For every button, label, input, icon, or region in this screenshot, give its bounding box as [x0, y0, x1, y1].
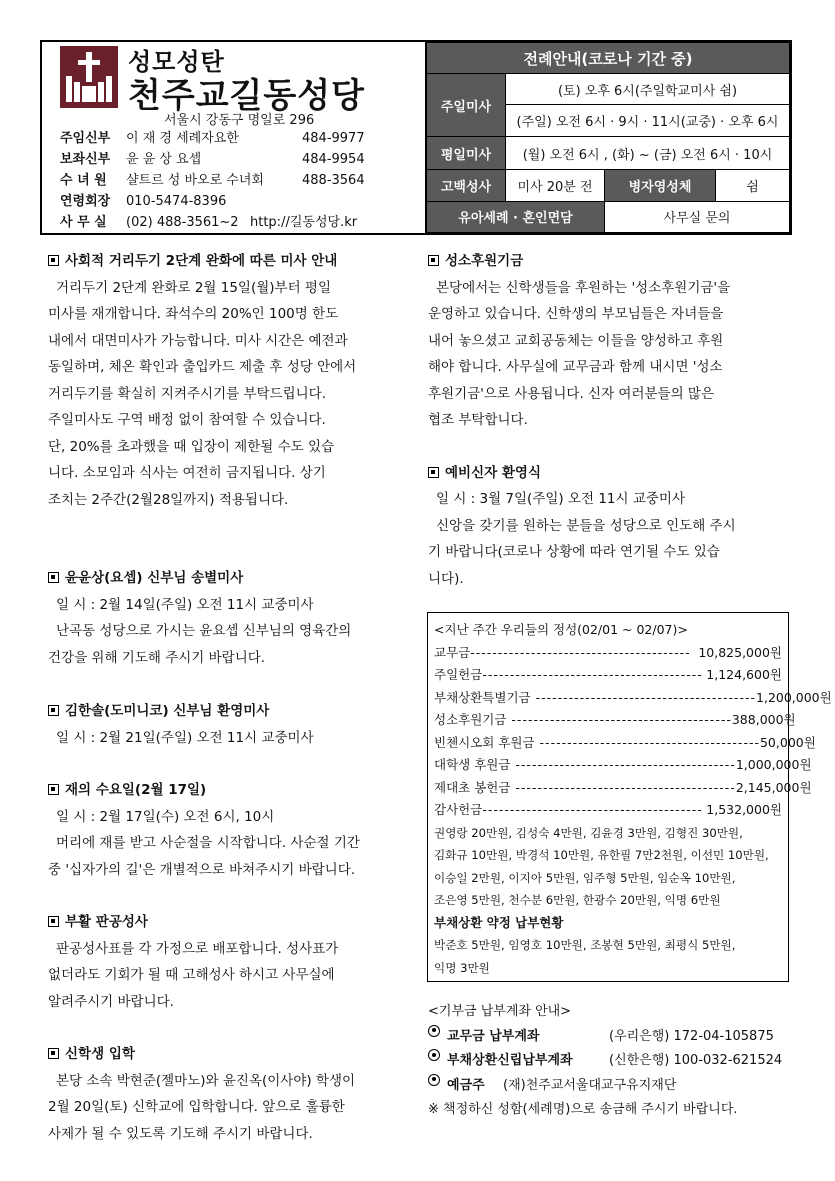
staff-role: 보좌신부	[60, 152, 111, 167]
section-title-text: 사회적 거리두기 2단계 완화에 따른 미사 안내	[65, 253, 338, 269]
staff-name: (02) 488-3561~2	[126, 215, 239, 230]
confession-value: 미사 20분 전	[506, 169, 605, 201]
bullet-circle-icon	[428, 1074, 440, 1086]
text-line: 거리두기를 확실히 지켜주시기를 부탁드립니다.	[48, 385, 326, 402]
account-row	[428, 1025, 788, 1050]
text-line: 해야 합니다. 사무실에 교무금과 함께 내시면 '성소	[428, 359, 723, 375]
offering-row: 빈첸시오회 후원금 ---------------------------------------- 50,000원	[434, 732, 782, 755]
text-line: 본당에서는 신학생들을 후원하는 '성소후원기금'을	[436, 279, 731, 296]
section-title	[48, 777, 408, 804]
text-line: 본당 소속 박현준(젤마노)와 윤진옥(이사야) 학생이	[56, 1072, 356, 1089]
debt-line: 익명 3만원	[434, 960, 490, 975]
text-line: 운영하고 있습니다. 신학생의 부모님들은 자녀들을	[428, 306, 724, 322]
sunday-mass-label: 주일미사	[427, 74, 506, 137]
staff-row	[60, 149, 420, 170]
text-line: 단, 20%를 초과했을 때 입장이 제한될 수도 있습	[48, 438, 335, 455]
account-value: (우리은행) 172-04-105875	[609, 1028, 774, 1044]
offering-amount: 2,145,000원	[735, 779, 812, 795]
sunday-time: (주일) 오전 6시 · 9시 · 11시(교중) · 오후 6시	[506, 105, 790, 137]
section-title-text: 재의 수요일(2월 17일)	[65, 782, 207, 798]
section-title-text: 예비신자 환영식	[445, 464, 541, 481]
church-name: 천주교길동성당	[128, 76, 365, 116]
text-line: 일 시 : 3월 7일(주일) 오전 11시 교중미사	[436, 491, 686, 507]
offering-row: 감사헌금 ---------------------------------------- 1,532,000원	[434, 799, 782, 822]
offering-row: 교무금 ---------------------------------------- 10,825,000원	[434, 642, 782, 665]
offering-row: 대학생 후원금 ---------------------------------------- 1,000,000원	[434, 754, 782, 777]
text-line: 2월 20일(토) 신학교에 입학합니다. 앞으로 훌륭한	[48, 1099, 345, 1115]
liturgy-schedule	[426, 42, 790, 233]
section-title	[48, 909, 408, 936]
account-key: 교무금 납부계좌	[447, 1028, 540, 1044]
baptism-label: 유아세례 · 혼인면담	[427, 201, 605, 232]
offerings-box	[427, 612, 832, 982]
section-title-text: 부활 판공성사	[65, 914, 148, 930]
text-line: 주일미사도 구역 배정 없이 참여할 수 있습니다.	[48, 412, 326, 428]
accounts-title: <기부금 납부계좌 안내>	[428, 1004, 572, 1019]
text-line: 거리두기 2단계 완화로 2월 15일(월)부터 평일	[56, 279, 332, 296]
offering-amount: 1,124,600원	[706, 667, 782, 682]
account-row	[428, 1049, 788, 1074]
staff-list	[60, 128, 420, 233]
text-line: 일 시 : 2월 17일(수) 오전 6시, 10시	[56, 808, 275, 825]
offering-row: 부채상환특별기금 ---------------------------------------- 1,200,000원	[434, 687, 782, 710]
staff-row	[60, 128, 420, 149]
bullet-square-icon	[48, 916, 59, 927]
weekday-time: (월) 오전 6시 , (화) ~ (금) 오전 6시 · 10시	[506, 137, 790, 169]
donor-line: 이승일 2만원, 이지아 5만원, 임주형 5만원, 임순옥 10만원,	[434, 870, 736, 885]
offering-label: 대학생 후원금	[434, 757, 511, 772]
text-line: 니다. 소모임과 식사는 여전히 금지됩니다. 상기	[48, 465, 326, 481]
section-title-text: 성소후원기금	[445, 253, 524, 269]
text-line: 건강을 위해 기도해 주시기 바랍니다.	[48, 649, 266, 666]
section-title	[428, 460, 788, 487]
church-logo	[60, 46, 118, 108]
staff-phone: 484-9954	[302, 152, 365, 167]
bullet-square-icon	[48, 255, 59, 266]
donor-line: 권영랑 20만원, 김성숙 4만원, 김윤경 3만원, 김형진 30만원,	[434, 825, 743, 840]
offering-label: 빈첸시오회 후원금	[434, 734, 535, 750]
offering-amount: 1,000,000원	[735, 757, 812, 772]
bullet-square-icon	[428, 467, 439, 478]
baptism-value: 사무실 문의	[605, 201, 790, 232]
text-line: 일 시 : 2월 14일(주일) 오전 11시 교중미사	[56, 596, 314, 613]
text-line: 동일하며, 체온 확인과 출입카드 제출 후 성당 안에서	[48, 359, 357, 375]
staff-phone: 488-3564	[302, 173, 365, 188]
offerings-title: <지난 주간 우리들의 정성(02/01 ~ 02/07)>	[434, 622, 688, 637]
account-key: 예금주	[447, 1077, 485, 1093]
staff-phone: 484-9977	[302, 131, 365, 146]
debt-line: 박준호 5만원, 임영호 10만원, 조봉현 5만원, 최평식 5만원,	[434, 938, 736, 952]
offering-amount: 388,000원	[731, 712, 796, 727]
staff-name: 샬트르 성 바오로 수녀회	[126, 173, 264, 188]
section-title-text: 윤윤상(요셉) 신부님 송별미사	[65, 570, 244, 586]
section-title-text: 신학생 입학	[65, 1046, 135, 1062]
text-line: 머리에 재를 받고 사순절을 시작합니다. 사순절 기간	[56, 835, 360, 851]
text-line: 알려주시기 바랍니다.	[48, 993, 174, 1010]
text-line: 후원기금'으로 사용됩니다. 신자 여러분들의 많은	[428, 385, 714, 402]
text-line: 사제가 될 수 있도록 기도해 주시기 바랍니다.	[48, 1125, 313, 1142]
text-line: 기 바랍니다(코로나 상황에 따라 연기될 수도 있습	[428, 544, 720, 560]
offering-label: 부채상환특별기금	[434, 689, 531, 705]
text-line: 중 '십자가의 길'은 개별적으로 바쳐주시기 바랍니다.	[48, 861, 356, 878]
right-column	[428, 248, 788, 592]
text-line: 니다).	[428, 570, 464, 587]
text-line: 신앙을 갖기를 원하는 분들을 성당으로 인도해 주시	[436, 517, 736, 534]
donor-line: 김화규 10만원, 박경석 10만원, 유한필 7만2천원, 이선민 10만원,	[434, 848, 769, 862]
bullet-square-icon	[48, 572, 59, 583]
text-line: 내에서 대면미사가 가능합니다. 미사 시간은 예전과	[48, 332, 348, 349]
text-line: 일 시 : 2월 21일(주일) 오전 11시 교중미사	[56, 729, 314, 746]
text-line: 없더라도 기회가 될 때 고해성사 하시고 사무실에	[48, 967, 335, 983]
text-line: 미사를 재개합니다. 좌석수의 20%인 100명 한도	[48, 306, 339, 322]
section-title	[428, 248, 788, 275]
account-value: (재)천주교서울대교구유지재단	[503, 1077, 677, 1093]
section-title	[48, 248, 408, 275]
website-link[interactable]: http://길동성당.kr	[250, 215, 358, 230]
offering-label: 제대초 봉헌금	[434, 779, 511, 795]
account-row	[428, 1074, 788, 1099]
confession-label: 고백성사	[427, 169, 506, 201]
staff-role: 연령회장	[60, 194, 111, 209]
bullet-square-icon	[48, 705, 59, 716]
offering-label: 성소후원기금	[434, 712, 507, 727]
offering-label: 교무금	[434, 644, 471, 660]
sick-communion-label: 병자영성체	[605, 169, 716, 201]
bullet-square-icon	[48, 1048, 59, 1059]
text-line: 조치는 2주간(2월28일까지) 적용됩니다.	[48, 491, 289, 508]
bullet-circle-icon	[428, 1025, 440, 1037]
offering-row: 주일헌금 ---------------------------------------- 1,124,600원	[434, 664, 782, 687]
section-title-text: 김한솔(도미니코) 신부님 환영미사	[65, 703, 270, 719]
staff-role: 수 녀 원	[60, 173, 107, 188]
staff-name: 윤 윤 상 요셉	[126, 152, 202, 167]
bullet-circle-icon	[428, 1049, 440, 1061]
offering-label: 감사헌금	[434, 802, 483, 817]
offering-row: 제대초 봉헌금 ---------------------------------------- 2,145,000원	[434, 777, 782, 800]
section-title	[48, 565, 408, 592]
text-line: 난곡동 성당으로 가시는 윤요셉 신부님의 영육간의	[56, 623, 352, 639]
text-line: 내어 놓으셨고 교회공동체는 이들을 양성하고 후원	[428, 332, 724, 349]
section-title	[48, 698, 408, 725]
account-key: 부채상환신립납부계좌	[447, 1053, 573, 1068]
sunday-saturday-time: (토) 오후 6시(주일학교미사 쉼)	[506, 74, 790, 105]
church-logo-icon	[60, 46, 118, 108]
accounts-note: ※ 책정하신 성함(세례명)으로 송금해 주시기 바랍니다.	[428, 1102, 738, 1117]
staff-row	[60, 170, 420, 191]
staff-row	[60, 212, 420, 233]
staff-row	[60, 191, 420, 212]
donor-line: 조은영 5만원, 천수분 6만원, 한광수 20만원, 익명 6만원	[434, 893, 721, 907]
staff-name: 010-5474-8396	[126, 194, 227, 209]
debt-title: 부채상환 약정 납부현황	[434, 914, 564, 930]
title-small: 성모성탄	[128, 48, 225, 76]
section-title	[48, 1041, 408, 1068]
sick-communion-value: 쉼	[716, 169, 790, 201]
staff-role: 주임신부	[60, 131, 111, 146]
offering-amount: 1,200,000원	[756, 689, 832, 705]
weekday-mass-label: 평일미사	[427, 137, 506, 169]
account-value: (신한은행) 100-032-621524	[609, 1053, 783, 1068]
left-column	[48, 248, 408, 1147]
offering-row: 성소후원기금 ---------------------------------------- 388,000원	[434, 709, 782, 732]
text-line: 판공성사표를 각 가정으로 배포합니다. 성사표가	[56, 940, 339, 957]
offering-amount: 1,532,000원	[706, 802, 782, 817]
bullet-square-icon	[48, 784, 59, 795]
schedule-title: 전례안내(코로나 기간 중)	[427, 43, 790, 74]
text-line: 협조 부탁합니다.	[428, 412, 528, 428]
staff-role: 사 무 실	[60, 215, 107, 230]
staff-name: 이 재 경 세례자요한	[126, 131, 239, 146]
offering-amount: 10,825,000원	[698, 644, 782, 660]
donation-accounts	[428, 1000, 788, 1123]
bullet-square-icon	[428, 255, 439, 266]
offering-amount: 50,000원	[759, 734, 816, 750]
offering-label: 주일헌금	[434, 667, 483, 682]
address: 서울시 강동구 명일로 296	[164, 113, 315, 128]
